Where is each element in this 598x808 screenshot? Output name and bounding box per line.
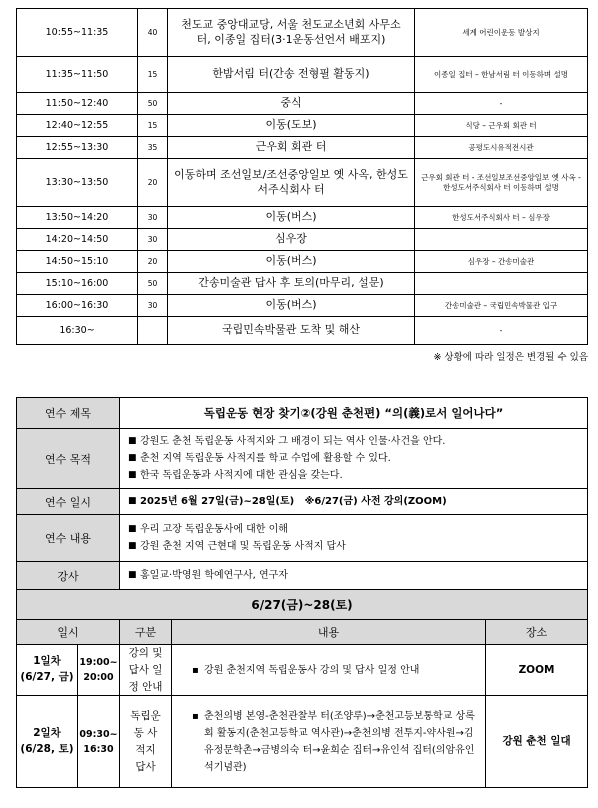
header-content: 내용 [172, 620, 486, 645]
schedule-note: 심우장 – 간송미술관 [415, 251, 588, 273]
schedule-note: - [415, 93, 588, 115]
date-label: 연수 일시 [17, 489, 120, 515]
schedule-minutes: 30 [138, 207, 168, 229]
schedule-row [17, 317, 588, 345]
schedule-activity: 심우장 [168, 229, 415, 251]
schedule-activity: 간송미술관 답사 후 토의(마무리, 설문) [168, 273, 415, 295]
date-band: 6/27(금)~28(토) [17, 590, 588, 620]
day-row [17, 645, 588, 696]
purpose-label: 연수 목적 [17, 429, 120, 489]
schedule-activity: 중식 [168, 93, 415, 115]
schedule-activity: 이동하며 조선일보/조선중앙일보 옛 사옥, 한성도서주식회사 터 [168, 159, 415, 207]
schedule-minutes: 40 [138, 9, 168, 57]
program-table [16, 397, 588, 788]
schedule-activity: 이동(도보) [168, 115, 415, 137]
schedule-row [17, 9, 588, 57]
schedule-notice: ※ 상황에 따라 일정은 변경될 수 있음 [433, 352, 588, 363]
content-item: ■ 강원 춘천 지역 근현대 및 독립운동 사적지 답사 [140, 538, 587, 555]
lecturer-row [17, 562, 588, 590]
place-cell: 강원 춘천 일대 [486, 696, 588, 788]
purpose-cell [120, 429, 588, 489]
schedule-activity: 이동(버스) [168, 251, 415, 273]
schedule-row [17, 295, 588, 317]
header-place: 장소 [486, 620, 588, 645]
schedule-minutes: 20 [138, 159, 168, 207]
title-label: 연수 제목 [17, 398, 120, 429]
schedule-minutes: 30 [138, 295, 168, 317]
schedule-time: 12:55~13:30 [17, 137, 138, 159]
date-band-row [17, 590, 588, 620]
schedule-note: 간송미술관 – 국립민속박물관 입구 [415, 295, 588, 317]
schedule-minutes: 15 [138, 115, 168, 137]
schedule-time: 10:55~11:35 [17, 9, 138, 57]
day-date: (6/28, 토) [20, 742, 74, 755]
time-start: 19:00~ [79, 657, 118, 668]
schedule-row [17, 251, 588, 273]
kind-cell: 강의 및 답사 일정 안내 [120, 645, 172, 696]
schedule-row [17, 207, 588, 229]
lecturer-label: 강사 [17, 562, 120, 590]
schedule-row [17, 273, 588, 295]
header-kind: 구분 [120, 620, 172, 645]
schedule-minutes [138, 317, 168, 345]
schedule-time: 14:50~15:10 [17, 251, 138, 273]
content-list [126, 521, 587, 555]
content-cell [120, 515, 588, 562]
schedule-time: 16:00~16:30 [17, 295, 138, 317]
content-label: 연수 내용 [17, 515, 120, 562]
purpose-row [17, 429, 588, 489]
place-cell: ZOOM [486, 645, 588, 696]
schedule-note: 공평도시유적전시관 [415, 137, 588, 159]
day-cell [17, 696, 78, 788]
day-content: ▪ 강원 춘천지역 독립운동사 강의 및 답사 일정 안내 [204, 662, 479, 679]
title-row [17, 398, 588, 429]
day-label: 1일차 [33, 655, 61, 668]
schedule-time: 11:50~12:40 [17, 93, 138, 115]
date-cell [120, 489, 588, 515]
schedule-time: 16:30~ [17, 317, 138, 345]
content-detail-cell [172, 645, 486, 696]
schedule-row [17, 137, 588, 159]
schedule-row [17, 115, 588, 137]
schedule-row [17, 57, 588, 93]
schedule-note [415, 273, 588, 295]
schedule-minutes: 15 [138, 57, 168, 93]
time-start: 09:30~ [79, 728, 118, 740]
schedule-row [17, 229, 588, 251]
header-row [17, 620, 588, 645]
schedule-time: 14:20~14:50 [17, 229, 138, 251]
purpose-list [126, 433, 587, 484]
program-title: 독립운동 현장 찾기②(강원 춘천편) “의(義)로서 일어나다” [120, 398, 588, 429]
content-item: ■ 우리 고장 독립운동사에 대한 이해 [140, 521, 587, 538]
schedule-note [415, 229, 588, 251]
schedule-table [16, 8, 588, 345]
schedule-activity: 국립민속박물관 도착 및 해산 [168, 317, 415, 345]
schedule-row [17, 93, 588, 115]
lecturer-cell [120, 562, 588, 590]
day-cell [17, 645, 78, 696]
schedule-minutes: 50 [138, 273, 168, 295]
schedule-minutes: 50 [138, 93, 168, 115]
schedule-minutes: 35 [138, 137, 168, 159]
day-row [17, 696, 588, 788]
time-cell [78, 645, 120, 696]
schedule-time: 11:35~11:50 [17, 57, 138, 93]
time-end: 20:00 [83, 672, 114, 684]
schedule-time: 12:40~12:55 [17, 115, 138, 137]
program-date: ■ 2025년 6월 27일(금)~28일(토) ※6/27(금) 사전 강의(ZOOM) [140, 493, 587, 510]
schedule-minutes: 30 [138, 229, 168, 251]
day-label: 2일차 [33, 727, 61, 740]
schedule-row [17, 159, 588, 207]
schedule-activity: 근우회 회관 터 [168, 137, 415, 159]
lecturer-value: ■ 홍일교·박영원 학예연구사, 연구자 [140, 567, 587, 584]
schedule-note: 한성도서주식회사 터 – 심우장 [415, 207, 588, 229]
day-date: (6/27, 금) [20, 671, 74, 684]
schedule-time: 13:30~13:50 [17, 159, 138, 207]
day-content: ▪ 춘천의병 본영-춘천관찰부 터(조양루)→춘천고등보통학교 상록회 활동지(춘천고등학교 역사관)→춘천의병 전투지-약사원→김유정문학촌→금병의숙 터→윤희순 집터→유인석 집터(의암유인석기념관) [204, 708, 479, 776]
schedule-activity: 이동(버스) [168, 207, 415, 229]
schedule-note: 근우회 회관 터 - 조선일보조선중앙일보 옛 사옥 - 한성도서주식회사 터 이동하며 설명 [415, 159, 588, 207]
schedule-note: 이종일 집터 – 한남서림 터 이동하며 설명 [415, 57, 588, 93]
schedule-activity: 이동(버스) [168, 295, 415, 317]
schedule-note: - [415, 317, 588, 345]
schedule-activity: 천도교 중앙대교당, 서울 천도교소년회 사무소 터, 이종일 집터(3·1운동선언서 배포지) [168, 9, 415, 57]
time-cell [78, 696, 120, 788]
header-datetime: 일시 [17, 620, 120, 645]
purpose-item: ■ 춘천 지역 독립운동 사적지를 학교 수업에 활용할 수 있다. [140, 450, 587, 467]
content-detail-cell [172, 696, 486, 788]
schedule-note: 세계 어린이운동 발상지 [415, 9, 588, 57]
date-row [17, 489, 588, 515]
time-end: 16:30 [83, 743, 114, 755]
kind-cell: 독립운동 사적지 답사 [120, 696, 172, 788]
purpose-item: ■ 강원도 춘천 독립운동 사적지와 그 배경이 되는 역사 인물·사건을 안다. [140, 433, 587, 450]
schedule-time: 13:50~14:20 [17, 207, 138, 229]
schedule-note: 식당 – 근우회 회관 터 [415, 115, 588, 137]
content-row [17, 515, 588, 562]
schedule-activity: 한밤서림 터(간송 전형필 활동지) [168, 57, 415, 93]
purpose-item: ■ 한국 독립운동과 사적지에 대한 관심을 갖는다. [140, 467, 587, 484]
schedule-minutes: 20 [138, 251, 168, 273]
schedule-time: 15:10~16:00 [17, 273, 138, 295]
